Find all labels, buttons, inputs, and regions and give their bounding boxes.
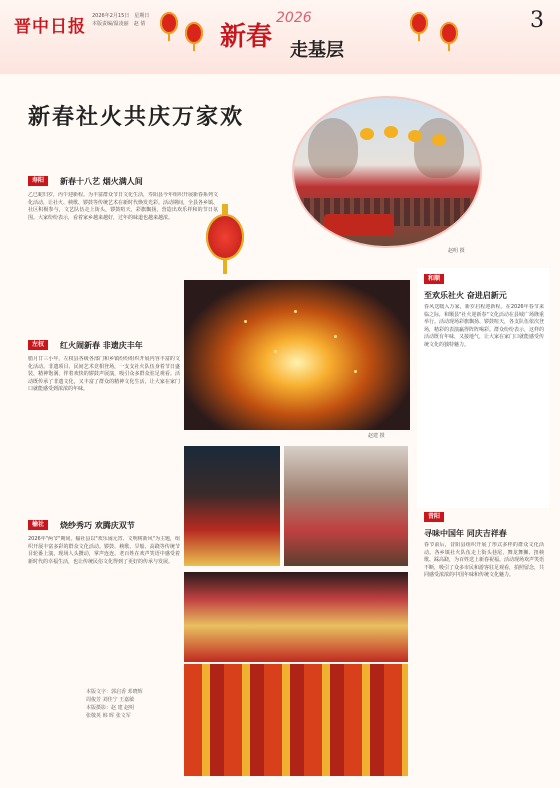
header-weekday: 星期日 xyxy=(134,13,150,19)
article-title: 寻味中国年 同庆吉祥春 xyxy=(424,529,507,538)
section-subtitle: 走基层 xyxy=(290,40,344,61)
masthead: 晋中日报 xyxy=(14,17,86,37)
page-headline: 新春社火共庆万家欢 xyxy=(28,104,245,130)
article-body: 春风送暖入万家，新岁启程迎新程。在2026年春节来临之际，和顺县"社火迎新春"文化活动在县城广场隆重举行。活动现场彩旗飘扬、锣鼓喧天，各支队伍依次登场，精彩的表演赢得阵阵喝彩。群众纷纷表示，这样的活动既有年味，又接地气，让大家在家门口就能感受传统文化的独特魅力。 xyxy=(424,304,544,348)
credits-line: 张敬英 韩 晖 张文军 xyxy=(86,713,131,719)
lantern-icon xyxy=(440,22,458,44)
header-designer: 赵 倩 xyxy=(133,21,146,27)
article-tag: 左权 xyxy=(28,340,48,350)
header-date: 2026年2月15日 xyxy=(92,13,130,19)
credits xyxy=(86,688,143,720)
page-header xyxy=(0,0,560,74)
article-title: 新春十八艺 烟火满人间 xyxy=(60,177,143,186)
circle-photo xyxy=(292,96,482,248)
credits-line: 本版摄影：赵 建 赵明 xyxy=(86,705,135,711)
lantern-icon xyxy=(160,12,178,34)
photo-caption: 赵建 摄 xyxy=(368,433,385,439)
section-title: 新春 xyxy=(220,22,273,52)
page-number: 3 xyxy=(530,8,544,33)
lantern-icon xyxy=(410,12,428,34)
article-body: 乙巳蛇归岁，丙午迎新程。为丰富群众节日文化生活，寿阳县今年组织开展新春系列文化活动，让社火、秧歌、锣鼓等传统艺术在新时代焕发光彩。活动期间，全县各乡镇、社区积极参与，文艺队伍走上街头，锣鼓喧天，彩旗飘扬，营造出欢乐祥和的节日氛围。大家纷纷表示，看着家乡越来越好，过年的味道也越来越浓。 xyxy=(28,192,218,221)
article-tag: 榆社 xyxy=(28,520,48,530)
article-body: 腊月廿三小年，左权县各级各部门和乡镇纷纷组织开展内容丰富的文化活动。非遗项目、民间艺术竞相登场，一支支社火队伍身着节日盛装，精神饱满，伴着欢快的锣鼓声展演，吸引众多群众驻足观看。活动既传承了非遗文化，又丰富了群众的精神文化生活，让大家在家门口就能感受到浓浓的年味。 xyxy=(28,356,180,393)
article-title: 至欢乐社火 奋进启新元 xyxy=(424,291,507,300)
photo-lion-dance xyxy=(184,446,280,566)
article-title: 红火闹新春 非遗庆丰年 xyxy=(60,341,143,350)
photo-waist-drum xyxy=(184,664,408,776)
photo-street-parade xyxy=(284,446,408,566)
photo-opera xyxy=(184,572,408,662)
article-body: 2026年"两节"期间，榆社县以"欢乐闹元宵、文明树新风"为主题，组织开展丰富多彩的群众文化活动。锣鼓、秧歌、旱船、高跷等传统节目轮番上演，现场人头攒动，掌声连连。老百姓在欢声笑语中感受着新时代的幸福生活，也让传统民俗文化得到了更好的传承与发展。 xyxy=(28,536,180,565)
article-title: 烧纱秀巧 欢腾庆双节 xyxy=(60,521,135,530)
article-body: 春节前后，昔阳县组织开展了形式多样的群众文化活动。各乡镇社火队伍走上街头巷尾，舞龙舞狮、扭秧歌、踩高跷，为百姓送上新春祝福。活动现场欢声笑语不断，吸引了众多市民和游客驻足观看，拍照留念，共同感受浓浓的中国年味和传统文化魅力。 xyxy=(424,542,544,579)
header-meta xyxy=(92,12,154,28)
lantern-icon xyxy=(185,22,203,44)
article-tag: 昔阳 xyxy=(424,512,444,522)
section-year: 2026 xyxy=(276,10,312,26)
photo-caption: 赵明 摄 xyxy=(448,248,465,254)
credits-line: 周俊芳 刘佳宁 王嘉敏 xyxy=(86,697,135,703)
article-tag: 寿阳 xyxy=(28,176,48,186)
credits-line: 本版文字：郭启香 邓晓辉 xyxy=(86,689,143,695)
article-tag: 和顺 xyxy=(424,274,444,284)
photo-fireworks xyxy=(184,280,410,430)
header-editor: 本版责编/温凌丽 xyxy=(92,21,129,27)
